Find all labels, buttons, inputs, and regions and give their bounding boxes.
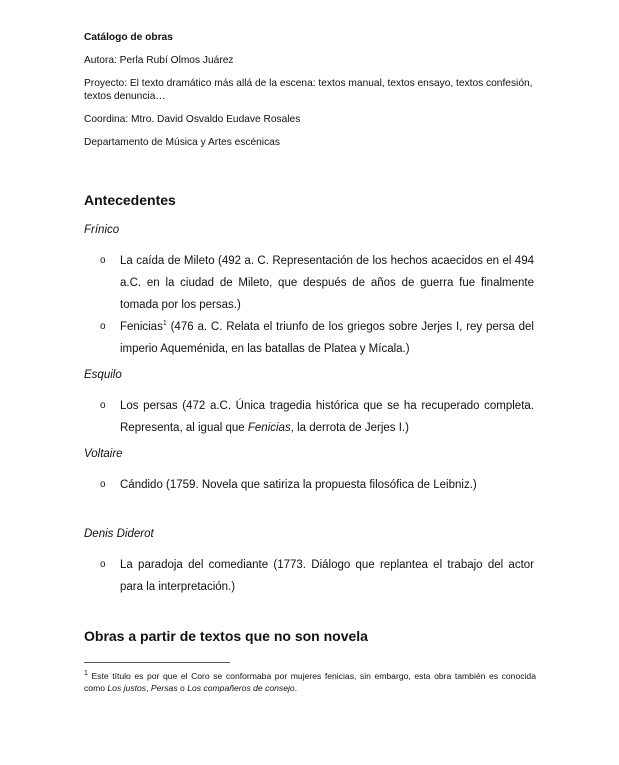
bullet-marker: o: [100, 400, 106, 411]
footnote-title: Los compañeros de consejo: [187, 683, 295, 693]
work-description: (476 a. C. Relata el triunfo de los griegos sobre Jerjes I, rey persa del imperio Aqueménida, en las batallas de Platea y Mícala.): [120, 321, 534, 355]
bullet-marker: o: [100, 321, 106, 332]
work-item: Cándido (1759. Novela que satiriza la propuesta filosófica de Leibniz.): [120, 479, 477, 491]
work-title: Fenicias: [120, 321, 163, 333]
author-heading: Frínico: [84, 224, 120, 236]
footnote: [84, 670, 536, 694]
footnote-separator: o: [177, 683, 188, 693]
footnote-divider: [84, 662, 230, 663]
work-item: La paradoja del comediante (1773. Diálogo que replantea el trabajo del actor para la interpretación.): [120, 559, 534, 593]
section-heading-antecedentes: Antecedentes: [84, 192, 176, 208]
department-line: Departamento de Música y Artes escénicas: [84, 137, 280, 148]
author-heading: Esquilo: [84, 369, 122, 381]
section-heading-obras: Obras a partir de textos que no son novela: [84, 628, 368, 644]
coordinator-line: Coordina: Mtro. David Osvaldo Eudave Rosales: [84, 114, 301, 125]
footnote-title: Persas: [150, 683, 178, 693]
footnote-end: .: [294, 683, 298, 693]
work-item: [120, 395, 534, 439]
footnote-separator: ,: [146, 683, 151, 693]
author-line: Autora: Perla Rubí Olmos Juárez: [84, 55, 234, 66]
author-heading: Denis Diderot: [84, 528, 154, 540]
bullet-marker: o: [100, 255, 106, 266]
catalog-title: Catálogo de obras: [84, 32, 173, 43]
footnote-number: 1: [84, 670, 88, 678]
footnote-ref: 1: [162, 320, 167, 328]
work-item: [120, 316, 534, 360]
work-description-end: , la derrota de Jerjes I.): [290, 422, 409, 434]
author-heading: Voltaire: [84, 448, 123, 460]
work-emphasis: Fenicias: [247, 422, 291, 434]
bullet-marker: o: [100, 479, 106, 490]
footnote-title: Los justos: [107, 683, 147, 693]
work-description: Los persas (472 a.C. Única tragedia histórica que se ha recuperado completa. Representa, al igual que: [120, 400, 534, 434]
footnote-text: Este título es por que el Coro se conformaba por mujeres fenicias, sin embargo, esta obra también es conocida como: [84, 671, 536, 693]
work-item: La caída de Mileto (492 a. C. Representación de los hechos acaecidos en el 494 a.C. en la ciudad de Mileto, que después de años de guerra fue finalmente tomada por los persas.): [120, 255, 534, 311]
bullet-marker: o: [100, 559, 106, 570]
project-line: Proyecto: El texto dramático más allá de la escena: textos manual, textos ensayo, textos confesión, textos denuncia…: [84, 78, 533, 102]
